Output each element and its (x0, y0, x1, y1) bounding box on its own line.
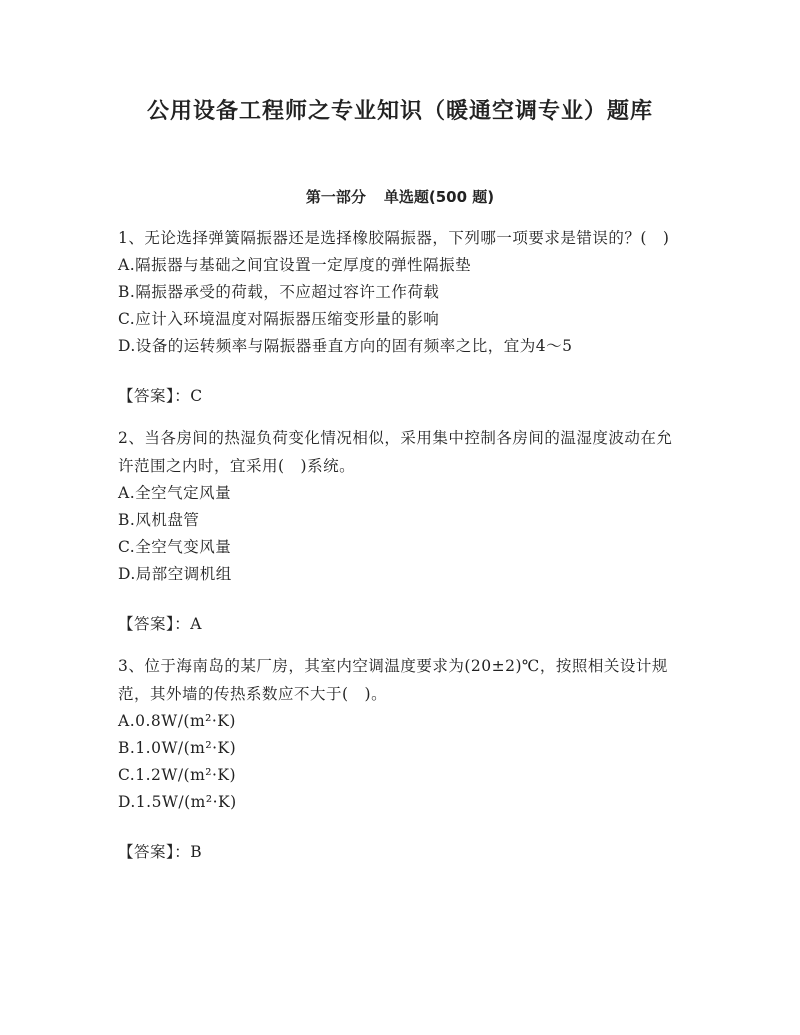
section-part-label: 第一部分 (305, 188, 366, 206)
question-stem: 1、无论选择弹簧隔振器还是选择橡胶隔振器，下列哪一项要求是错误的？( ) (118, 229, 670, 247)
document-title: 公用设备工程师之专业知识（暖通空调专业）题库 (146, 99, 653, 124)
question-option: B.隔振器承受的荷载，不应超过容许工作荷载 (118, 283, 440, 301)
question-option: C.全空气变风量 (118, 538, 232, 556)
question-option: A.隔振器与基础之间宜设置一定厚度的弹性隔振垫 (118, 256, 472, 274)
question-option: C.1.2W/(m²·K) (118, 766, 237, 784)
question-answer: 【答案】：A (118, 615, 202, 633)
question-option: B.1.0W/(m²·K) (118, 739, 237, 757)
question-option: D.设备的运转频率与隔振器垂直方向的固有频率之比，宜为4～5 (118, 337, 573, 355)
section-heading (0, 186, 800, 207)
question-item (118, 652, 688, 866)
question-option: C.应计入环境温度对隔振器压缩变形量的影响 (118, 310, 440, 328)
question-stem: 3、位于海南岛的某厂房，其室内空调温度要求为(20±2)℃，按照相关设计规范，其外墙的传热系数应不大于( )。 (118, 657, 668, 703)
question-option: A.0.8W/(m²·K) (118, 712, 236, 730)
section-name-label: 单选题(500 题) (383, 188, 495, 206)
question-list (118, 224, 688, 880)
question-option: D.1.5W/(m²·K) (118, 793, 237, 811)
question-option: D.局部空调机组 (118, 565, 232, 583)
question-item (118, 424, 688, 638)
question-option: A.全空气定风量 (118, 484, 232, 502)
question-stem: 2、当各房间的热湿负荷变化情况相似，采用集中控制各房间的温湿度波动在允许范围之内时，宜采用( )系统。 (118, 429, 673, 475)
question-answer: 【答案】：B (118, 843, 203, 861)
question-item (118, 224, 688, 410)
question-option: B.风机盘管 (118, 511, 200, 529)
question-answer: 【答案】：C (118, 387, 203, 405)
